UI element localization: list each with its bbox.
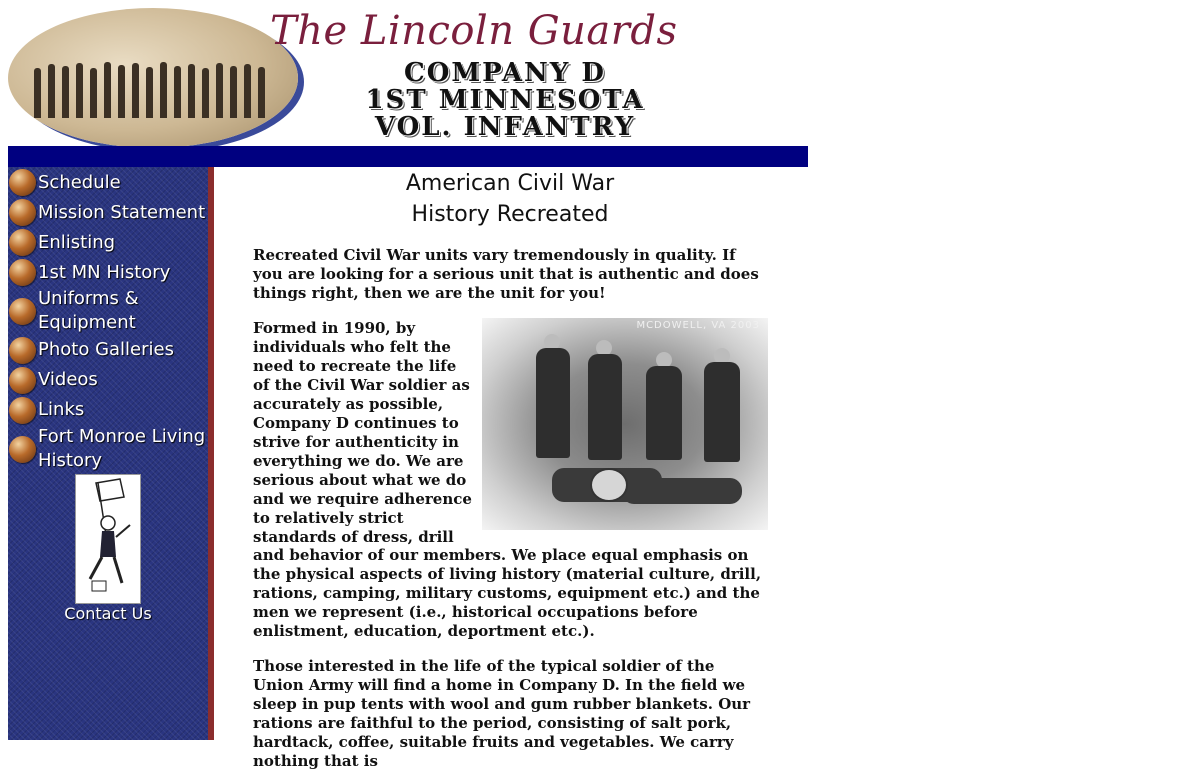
heading-line-2: History Recreated — [411, 202, 609, 227]
heading-line-1: American Civil War — [405, 171, 615, 196]
sidebar-item-links[interactable] — [8, 397, 210, 424]
sidebar-item-schedule[interactable] — [8, 169, 210, 196]
sidebar-item-label: Videos — [38, 369, 98, 390]
company-line-3: VOL. INFANTRY — [374, 112, 636, 142]
sidebar-item-label: Links — [38, 399, 85, 420]
sidebar-item-uniforms-equipment[interactable] — [8, 287, 210, 339]
sidebar-item-label: Fort Monroe Living History — [38, 426, 206, 471]
sidebar-item-label: Uniforms & Equipment — [38, 288, 139, 333]
history-paragraph-end: and behavior of our members. We place equal emphasis on the physical aspects of living history (material culture, drill, rations, camping, military customs, equipment etc.) and the men we represent (i.e., historical occupations before enlistment, education, deportment etc.). — [253, 546, 762, 640]
company-line-2: 1ST MINNESOTA — [365, 85, 645, 115]
union-army-paragraph: Those interested in the life of the typical soldier of the Union Army will find a home in Company D. In the field we sleep in pup tents with wool and gum rubber blankets. Our rations are faithful to the period, consisting of salt pork, hardtack, coffee, suitable fruits and vegetables. We carry nothing that is — [253, 657, 751, 770]
bullet-ball-icon — [9, 298, 36, 325]
sidebar-item-label: Photo Galleries — [38, 339, 174, 360]
site-title: The Lincoln Guards — [270, 8, 678, 54]
header-bar — [8, 146, 808, 167]
company-line-1: COMPANY D — [404, 58, 606, 88]
sidebar-item-label: 1st MN History — [38, 262, 171, 283]
site-header — [8, 0, 808, 146]
contact-us-link[interactable]: Contact Us — [64, 604, 152, 623]
photo-caption: MCDOWELL, VA 2003 — [636, 320, 760, 331]
bullet-ball-icon — [9, 436, 36, 463]
flag-bearer-cartoon-icon[interactable] — [75, 474, 141, 604]
company-lines — [332, 60, 678, 141]
page-heading — [300, 168, 720, 230]
sidebar-item-fort-monroe[interactable] — [8, 425, 210, 477]
sidebar-item-label: Mission Statement — [38, 202, 206, 223]
history-paragraph-start: Formed in 1990, by individuals who felt the need to recreate the life of the Civil War soldier as accurately as possible, Company D continues to strive for authenticity in everything we do. We are serious about what we do and we require adherence to relatively strict standards of dress, drill — [253, 319, 472, 546]
sidebar — [8, 167, 210, 740]
bullet-ball-icon — [9, 337, 36, 364]
sidebar-border — [208, 167, 214, 740]
bullet-ball-icon — [9, 169, 36, 196]
bullet-ball-icon — [9, 397, 36, 424]
intro-paragraph: Recreated Civil War units vary tremendously in quality. If you are looking for a serious unit that is authentic and does things right, then we are the unit for you! — [253, 246, 759, 302]
sidebar-item-photo-galleries[interactable] — [8, 337, 210, 364]
sidebar-item-label: Enlisting — [38, 232, 116, 253]
mcdowell-photo-icon — [482, 318, 768, 530]
bullet-ball-icon — [9, 367, 36, 394]
sidebar-item-label: Schedule — [38, 172, 121, 193]
bullet-ball-icon — [9, 199, 36, 226]
sidebar-item-enlisting[interactable] — [8, 229, 210, 256]
troops-silhouette — [28, 56, 278, 118]
bullet-ball-icon — [9, 229, 36, 256]
company-photo-icon — [8, 8, 298, 148]
sidebar-item-mission-statement[interactable] — [8, 199, 210, 226]
bullet-ball-icon — [9, 259, 36, 286]
sidebar-item-1st-mn-history[interactable] — [8, 259, 210, 286]
sidebar-item-videos[interactable] — [8, 367, 210, 394]
